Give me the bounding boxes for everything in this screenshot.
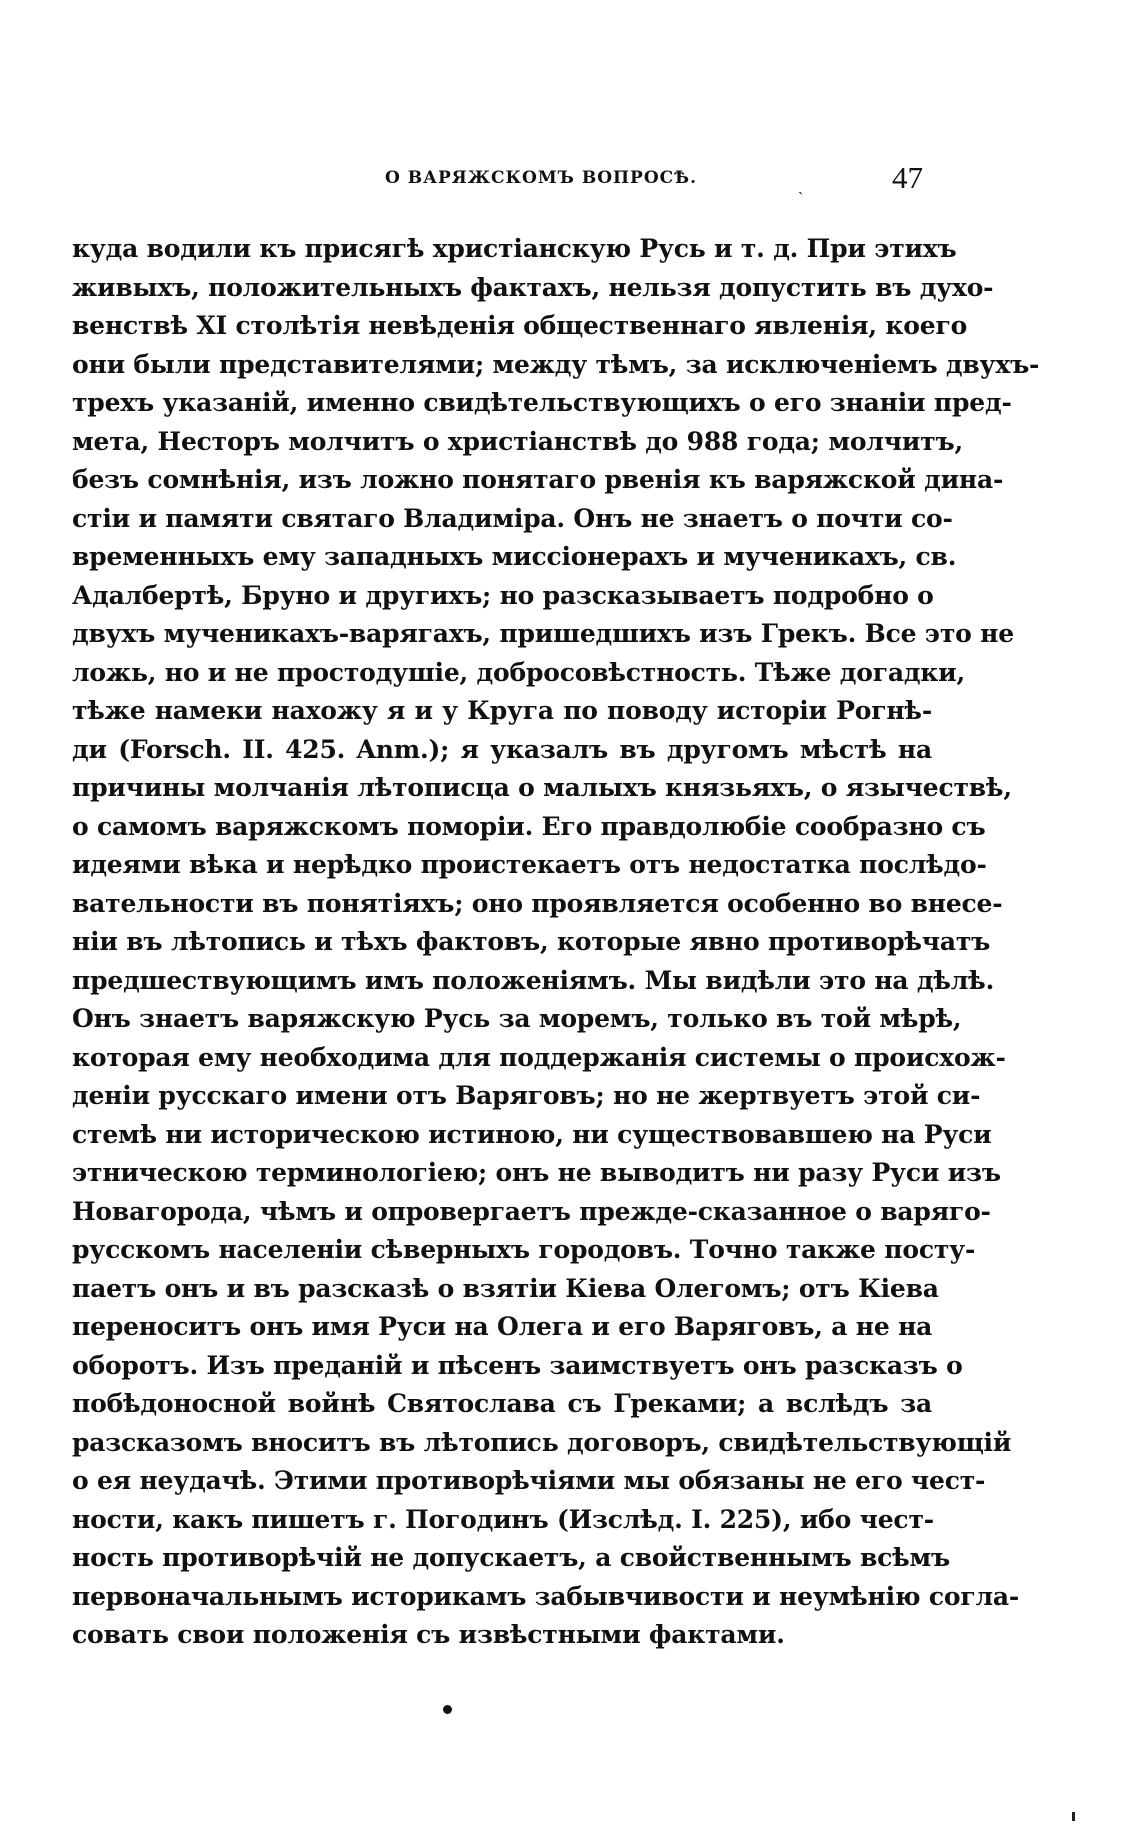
text-line: русскомъ населеніи сѣверныхъ городовъ. Точно также посту-: [72, 1235, 976, 1264]
text-line: временныхъ ему западныхъ миссіонерахъ и мученикахъ, св.: [72, 542, 957, 571]
text-line: тѣже намеки нахожу я и у Круга по поводу исторіи Рогнѣ-: [72, 696, 932, 725]
margin-mark: [1072, 1812, 1075, 1821]
text-line: двухъ мученикахъ-варягахъ, пришедшихъ изъ Грекъ. Все это не: [72, 619, 1014, 648]
text-line: Адалбертѣ, Бруно и другихъ; но разсказываетъ подробно о: [72, 580, 934, 610]
text-line: о ея неудачѣ. Этими противорѣчіями мы обязаны не его чест-: [72, 1466, 986, 1495]
text-line: этническою терминологіею; онъ не выводитъ ни разу Руси изъ: [72, 1158, 1001, 1187]
text-line: паетъ онъ и въ разсказѣ о взятіи Кіева Олегомъ; отъ Кіева: [72, 1273, 939, 1303]
ink-dot: [443, 1705, 452, 1714]
text-line: Онъ знаетъ варяжскую Русь за моремъ, только въ той мѣрѣ,: [72, 1004, 962, 1033]
text-line: трехъ указаній, именно свидѣтельствующихъ о его знаніи пред-: [72, 388, 1012, 417]
text-line: побѣдоносной войнѣ Святослава съ Греками; а вслѣдъ за: [72, 1389, 932, 1418]
text-line: ность противорѣчій не допускаетъ, а свойственнымъ всѣмъ: [72, 1543, 951, 1572]
text-line: деніи русскаго имени отъ Варяговъ; но не жертвуетъ этой си-: [72, 1081, 981, 1110]
text-line: переноситъ онъ имя Руси на Олега и его Варяговъ, а не на: [72, 1312, 933, 1341]
text-line: ди (Forsch. II. 425. Anm.); я указалъ въ другомъ мѣстѣ на: [72, 734, 932, 764]
text-line: ложь, но и не простодушіе, добросовѣстность. Тѣже догадки,: [72, 657, 965, 687]
text-line: причины молчанія лѣтописца о малыхъ князьяхъ, о язычествѣ,: [72, 773, 1012, 802]
text-line: вательности въ понятіяхъ; оно проявляется особенно во внесе-: [72, 888, 1003, 918]
stray-mark: ˎ: [798, 178, 804, 195]
text-line: живыхъ, положительныхъ фактахъ, нельзя допустить въ духо-: [72, 272, 994, 302]
text-line: о самомъ варяжскомъ поморіи. Его правдолюбіе сообразно съ: [72, 811, 986, 841]
page-number: 47: [892, 160, 923, 195]
text-line: куда водили къ присягѣ христіанскую Русь и т. д. При этихъ: [72, 234, 957, 263]
running-title: О ВАРЯЖСКОМЪ ВОПРОСѢ.: [385, 168, 698, 188]
text-line: ніи въ лѣтопись и тѣхъ фактовъ, которые явно противорѣчатъ: [72, 927, 991, 956]
text-line: мета, Несторъ молчитъ о христіанствѣ до 988 года; молчитъ,: [72, 426, 963, 456]
text-line: стемѣ ни историческою истиною, ни существовавшею на Руси: [72, 1119, 992, 1149]
text-line: ности, какъ пишетъ г. Погодинъ (Изслѣд. I. 225), ибо чест-: [72, 1504, 934, 1534]
text-line: оборотъ. Изъ преданій и пѣсенъ заимствуетъ онъ разсказъ о: [72, 1350, 963, 1380]
text-line: они были представителями; между тѣмъ, за исключеніемъ двухъ-: [72, 349, 1040, 379]
text-line: венствѣ XI столѣтія невѣденія общественнаго явленія, коего: [72, 311, 968, 340]
text-line: первоначальнымъ историкамъ забывчивости и неумѣнію согла-: [72, 1581, 1020, 1611]
text-line: Новагорода, чѣмъ и опровергаетъ прежде-сказанное о варяго-: [72, 1196, 991, 1226]
text-line: предшествующимъ имъ положеніямъ. Мы видѣли это на дѣлѣ.: [72, 965, 995, 995]
text-line: безъ сомнѣнія, изъ ложно понятаго рвенія къ варяжской дина-: [72, 465, 1004, 494]
text-line: стіи и памяти святаго Владиміра. Онъ не знаетъ о почти со-: [72, 503, 953, 533]
text-line: разсказомъ вноситъ въ лѣтопись договоръ, свидѣтельствующій: [72, 1427, 1012, 1457]
text-line-last: совать свои положенія съ извѣстными фактами.: [72, 1620, 785, 1649]
text-line: идеями вѣка и нерѣдко проистекаетъ отъ недостатка послѣдо-: [72, 850, 987, 879]
text-line: которая ему необходима для поддержанія системы о происхож-: [72, 1042, 1006, 1072]
body-paragraph: [72, 230, 1040, 1655]
